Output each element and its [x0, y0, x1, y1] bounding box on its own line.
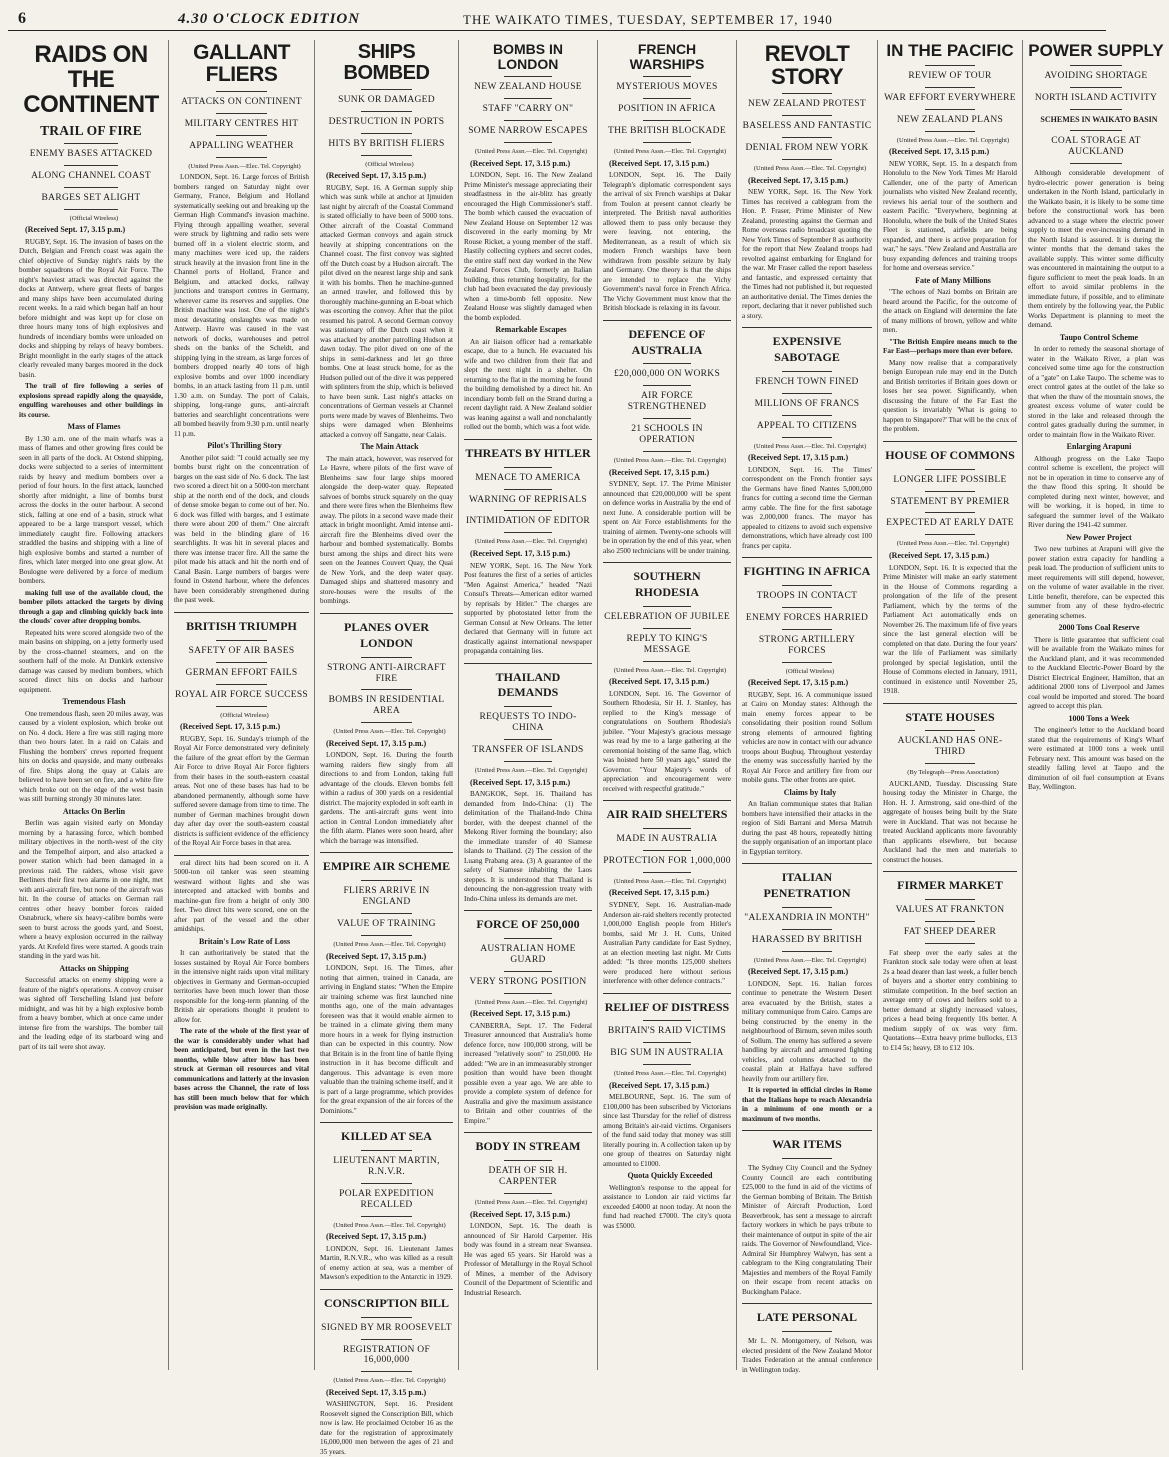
deck: DESTRUCTION IN PORTS [328, 116, 445, 127]
deck: SIGNED BY MR ROOSEVELT [321, 1322, 452, 1333]
source-line: (United Press Assn.—Elec. Tel. Copyright) [753, 164, 867, 172]
column-3 [315, 40, 459, 1456]
deck: THE BRITISH BLOCKADE [608, 126, 726, 137]
deck: TROOPS IN CONTACT [756, 590, 858, 601]
deck: GERMAN EFFORT FAILS [185, 667, 298, 678]
deck: "ALEXANDRIA IN MONTH" [744, 912, 870, 923]
paragraph: eral direct hits had been scored on it. A 5000-ton oil tanker was seen steaming westward without lights and she was intercepted and attacked with bombs and machine-gun fire from a height of only 300 feet. Two direct hits were scored, one on the after part of the vessel and the other amidships. [174, 858, 309, 934]
deck: ROYAL AIR FORCE SUCCESS [175, 689, 308, 700]
deck: DEATH OF SIR H. CARPENTER [488, 1166, 568, 1188]
deck: REQUESTS TO INDO-CHINA [479, 712, 577, 734]
headline: STATE HOUSES [905, 709, 995, 724]
source-line: (United Press Assn.—Elec. Tel. Copyright) [474, 148, 588, 156]
source-line: (United Press Assn.—Elec. Tel. Copyright) [753, 442, 867, 450]
paragraph: Although progress on the Lake Taupo control scheme is excellent, the project will not be in operation in time to conserve any of the thaw flood this spring. It should be completed during next winter, however, and will be working, it is hoped, in time to safeguard the summer level of the Waikato River during the 1941-42 summer. [1028, 454, 1164, 530]
source-line: (United Press Assn.—Elec. Tel. Copyright) [613, 1070, 727, 1078]
headline: SHIPS BOMBED [343, 41, 430, 84]
deck: STATEMENT BY PREMIER [890, 496, 1010, 507]
source-line: (United Press Assn.—Elec. Tel. Copyright) [613, 877, 727, 885]
deck: STAFF "CARRY ON" [482, 104, 574, 115]
deck: TRAIL OF FIRE [40, 122, 142, 138]
deck: AUCKLAND HAS ONE-THIRD [897, 736, 1003, 758]
received-line: (Received Sept. 17, 3.15 p.m.) [609, 888, 710, 898]
headline: DEFENCE OF AUSTRALIA [628, 326, 706, 357]
source-line: (United Press Assn.—Elec. Tel. Copyright) [333, 1221, 446, 1229]
received-line: (Received Sept. 17, 3.15 p.m.) [748, 453, 849, 463]
subhead: Mass of Flames [67, 422, 121, 432]
headline: POWER SUPPLY [1028, 41, 1164, 60]
headline: THREATS BY HITLER [465, 445, 591, 460]
columns [14, 40, 1164, 1456]
deck: CELEBRATION OF JUBILEE [604, 611, 730, 622]
paragraph: LONDON, Sept. 16. The Times' correspondent on the French frontier says the Germans have fined Nantes 5,000,000 francs for cutting a second time the German army cable. The fine for the first sabotage was 2,000,000 francs. The mayor has appealed to citizens to avoid such expensive demonstrations, which have already cost 100 francs per capita. [742, 465, 872, 550]
deck: MILITARY CENTRES HIT [184, 119, 299, 130]
deck: TRANSFER OF ISLANDS [472, 745, 584, 756]
source-line: (By Telegraph—Press Association) [907, 769, 999, 777]
paragraph: An Italian communique states that Italian bombers have intensified their attacks in the region of Sidi Barrani and Mersa Matruh during the past 48 hours, repeatedly hitting the supply organisation of an important place in Egyptian territory. [742, 800, 873, 856]
paragraph: There is little guarantee that sufficient coal will be available from the Waikato mines for the Auckland plant, and it was recommended to the Auckland Electric-Power Board by the District Electrical Engineer, Hamilton, that an additional 2000 tons of Liverpool and James coal would be imported and stored. The board agreed to accept this plan. [1028, 635, 1164, 711]
deck: VERY STRONG POSITION [469, 976, 587, 987]
subhead: Taupo Control Scheme [1059, 332, 1139, 342]
deck: LIEUTENANT MARTIN, R.N.V.R. [333, 1155, 440, 1177]
deck: MADE IN AUSTRALIA [616, 834, 718, 845]
received-line: (Received Sept. 17, 3.15 p.m.) [326, 951, 427, 961]
headline: BODY IN STREAM [475, 1139, 581, 1154]
source-line: (United Press Assn.—Elec. Tel. Copyright) [613, 457, 727, 465]
received-line: (Received Sept. 17, 3.15 p.m.) [748, 967, 849, 977]
headline: SOUTHERN RHODESIA [633, 569, 701, 599]
headline: FRENCH WARSHIPS [629, 41, 705, 72]
deck: SUNK OR DAMAGED [338, 95, 435, 105]
deck: POLAR EXPEDITION RECALLED [339, 1188, 434, 1210]
subhead: Remarkable Escapes [495, 325, 567, 335]
received-line: (Received Sept. 17, 3.15 p.m.) [470, 158, 571, 168]
deck: STRONG ARTILLERY FORCES [758, 634, 856, 656]
headline: REVOLT STORY [764, 41, 850, 90]
deck: AVOIDING SHORTAGE [1044, 70, 1148, 81]
received-line: (Received Sept. 17, 3.15 p.m.) [326, 171, 427, 181]
source-line: (United Press Assn.—Elec. Tel. Copyright) [188, 162, 301, 170]
deck: HITS BY BRITISH FLIERS [328, 138, 445, 149]
deck: BRITAIN'S RAID VICTIMS [607, 1026, 727, 1037]
paragraph: Fat sheep over the early sales at the Frankton stock sale today were often at least 2s a head dearer than last week, a fuller bench of buyers and a shorter entry combining to stimulate competition. In the beef section an average entry of cows and heifers sold to a better demand at slightly increased values, prices a head being frequently 10s better. A medium supply of ox was very firm. Quotations—Extra heavy prime bullocks, £13 to £14 5s; heavy, £8 to £12 10s. [883, 948, 1017, 1052]
paragraph: NEW YORK, Sept. 16. The New York Times has received a cablegram from the Hon. P. Fraser, Prime Minister of New Zealand, protesting against the German and Rome overseas radio broadcast quoting the New York Times of September 8 as authority for the report that New Zealand troops had revolted against embarking for England for the war. Mr Fraser called the report baseless and fantastic, and expressed certainty that the Times had not published it, but requested an authoritative denial. The Times denies the report, declaring that it never published such a story. [742, 188, 872, 320]
deck: BASELESS AND FANTASTIC [742, 121, 872, 132]
deck: STRONG ANTI-AIRCRAFT FIRE [327, 662, 446, 684]
deck: REPLY TO KING'S MESSAGE [626, 633, 708, 655]
paragraph: AUCKLAND, Tuesday. Discussing State housing today the Minister in Charge, the Hon. H. J. Armstrong, said one-third of the aggregate of houses being built by the State were in Auckland. That was not because he treated Auckland applicants more favourably than applicants elsewhere, but because Auckland had the men and materials to construct the houses. [883, 779, 1017, 864]
deck: BIG SUM IN AUSTRALIA [610, 1048, 724, 1059]
source-line: (United Press Assn.—Elec. Tel. Copyright) [753, 956, 867, 964]
paragraph: RUGBY, Sept. 16. The invasion of bases on the Dutch, Belgian and French coast was again the chief objective of Sunday night's raids by the bomber squadrons of the Royal Air Force. The night's heaviest attack was directed against the docks at Antwerp, where great fleets of barges and many ships have been accumulated during recent weeks. In a raid which began half an hour before midnight and was kept up for close on three hours many tons of high explosives and hundreds of incendiary bombs were unloaded on docks and shipping by relays of heavy bombers. Bright moonlight in the early stages of the attack clearly revealed many barges moored in the dock basin. [19, 237, 163, 379]
paragraph: WASHINGTON, Sept. 16. President Roosevelt signed the Conscription Bill, which now is law. He proclaimed October 16 as the date for the registration of approximately 16,000,000 men between the ages of 21 and 35 years. [320, 1400, 453, 1456]
source-line: (United Press Assn.—Elec. Tel. Copyright) [333, 728, 446, 736]
deck: COAL STORAGE AT AUCKLAND [1051, 136, 1141, 158]
paragraph: LONDON, Sept. 16. The death is announced of Sir Harold Carpenter. His body was found in a stream near Swansea. He was aged 65 years. Sir Harold was a Professor of Metallurgy in the Royal School of Mines, a member of the Advisory Council of the Department of Scientific and Industrial Research. [464, 1222, 592, 1297]
paragraph: SYDNEY, Sept. 17. The Prime Minister announced that £20,000,000 will be spent on defence works in Australia by the end of next June. A considerable portion will be spent on Air Force establishments for the training of airmen. Twenty-one schools will be in operation by the end of this year, when also 2500 technicians will be under training. [603, 480, 731, 555]
column-5 [598, 40, 737, 1370]
deck: EXPECTED AT EARLY DATE [886, 518, 1014, 529]
paragraph: RUGBY, Sept. 16. A German supply ship which was sunk while at anchor at Ijmuiden last night by aircraft of the Coastal Command is stated officially to have been of 5000 tons. Other aircraft of the Coastal Command attacked German convoys and again struck heavily at shipping concentrations on the Channel coast. The first convoy was sighted off the Dutch coast by a Hudson aircraft. The pilot dived on the nearest large ship and sank it with his bombs. Then he machine-gunned an armed trawler, and followed this by thoroughly machine-gunning an E-boat which was escorting the convoy. After that the pilot resumed his patrol. A second German convoy was stationary off the Dutch coast when it was attacked by another patrolling Hudson at dawn today. The pilot dived on one of the ships in semi-darkness and let go three bombs. One at least struck home, for as the Hudson pulled out of the dive it was peppered with splinters from the ship, which is believed to have been sunk. Last night's attacks on concentrations of German vessels at Channel ports were made by waves of Blenheims. Two ships were damaged when Blenheims attacked a convoy off Sangatte, near Calais. [320, 183, 453, 439]
deck: LONGER LIFE POSSIBLE [893, 474, 1007, 485]
deck: BOMBS IN RESIDENTIAL AREA [328, 695, 445, 717]
subhead: Attacks On Berlin [62, 806, 126, 816]
deck: VALUES AT FRANKTON [895, 905, 1005, 916]
deck: WARNING OF REPRISALS [469, 494, 587, 505]
deck: ATTACKS ON CONTINENT [181, 97, 302, 108]
source-line: (United Press Assn.—Elec. Tel. Copyright) [474, 1198, 588, 1206]
paragraph: BANGKOK, Sept. 16. Thailand has demanded from Indo-China: (1) The delimitation of the Thailand-Indo China border, with the deepest channel of the Mekong River forming the boundary; also the immediate transfer of 40 Siamese islands to Thailand. (2) The cession of the Luang Prabang area. (3) A guarantee of the safety of Siamese inhabiting the Laos steppes. It is understood that Thailand is denouncing the non-aggression treaty with Indo-China unless its demands are met. [464, 790, 592, 903]
deck: ALONG CHANNEL COAST [31, 170, 151, 181]
deck: AUSTRALIAN HOME GUARD [480, 943, 576, 965]
received-line: (Received Sept. 17, 3.15 p.m.) [326, 738, 427, 748]
paragraph: LONDON, Sept. 16. The Times, after noting that airmen, trained in Canada, are arriving in England states: "When the Empire air training scheme was first launched nine months ago, one of the main advantages foreseen was that it would enable airmen to be trained in a climate giving them many more hours in a week for flying instruction than can be expected in this country. Now that Britain is in the front line of battle flying instruction in it has become difficult and dangerous. This advantage is even more valuable than the training scheme itself, and it is part of a large programme, which provides for the great expansion of the air forces of the Dominions." [320, 964, 453, 1115]
deck: BARGES SET ALIGHT [41, 192, 141, 203]
deck: ENEMY BASES ATTACKED [29, 148, 153, 159]
subhead: 2000 Tons Coal Reserve [1058, 623, 1140, 633]
source-line: (United Press Assn.—Elec. Tel. Copyright) [333, 941, 446, 948]
paragraph: Another pilot said: "I could actually see my bombs burst right on the concentration of barges on the east side of No. 6 dock. The last two scored a direct hit on a 5000-ton merchant ship at the north end of the dock, and clouds of dense smoke began to come out of her. No. 6 dock was filled with barges, and I estimate there were about 200 of them." One aircraft was held in the blinding glare of 16 searchlights. It was hit in several places and there was intense tracer fire. All the same the pilot made his attack and hit the north end of Canal Basin. Large numbers of barges were found in Ostend harbour, where the defences have been considerably strengthened during the past week. [174, 453, 309, 605]
deck: NEW ZEALAND PROTEST [748, 99, 866, 110]
deck: FLIERS ARRIVE IN ENGLAND [343, 886, 430, 908]
paragraph: LONDON, Sept. 16. During the fourth warning raiders flew singly from all directions to and from London, taking full advantage of the clouds. Eleven bombs fell within a radius of 300 yards on a residential district. The majority exploded in soft earth in gardens. The anti-aircraft guns went into action in Central London immediately after the fifth alarm. Planes were soon heard, after which the barrage was intensified. [320, 751, 453, 845]
paragraph: Although considerable development of hydro-electric power generation is being undertaken in the North Island, particularly in the Waikato basin, it is likely to be some time before the constructional work has been advanced to a stage where the electric power supply to meet the ever-increasing demand in the North Island is assured. It is during the winter months that the demand takes the available supply. This winter some difficulty was encountered in maintaining the output to a figure sufficient to meet the peak loads. In an effort to avoid similar problems in the immediate future, if possible, and to eliminate them entirely by the following year, the Public Works Department is planning to meet the demand. [1028, 169, 1164, 330]
headline: GALLANT FLIERS [193, 41, 290, 87]
source-line: (Official Wireless) [69, 214, 119, 222]
headline: EMPIRE AIR SCHEME [322, 859, 451, 874]
deck: HARASSED BY BRITISH [751, 934, 863, 945]
source-line: (Official Wireless) [220, 711, 269, 719]
headline: FORCE OF 250,000 [476, 917, 580, 932]
paragraph: CANBERRA, Sept. 17. The Federal Treasurer announced that Australia's home defence force, now 100,000 strong, will be increased "relatively soon" to 250,000. He added: "We are in an immeasurably stronger position than would have been thought possible even a year ago. We are able to provide a complete system of defence for Australia and give the maximum assistance to Britain and other countries of the Empire." [464, 1021, 592, 1125]
source-line: (United Press Assn.—Elec. Tel. Copyright) [474, 766, 588, 774]
received-line: (Received Sept. 17, 3.15 p.m.) [470, 1209, 571, 1219]
paragraph: LONDON, Sept. 16. The Governor of Southern Rhodesia, Sir H. J. Stanley, has replied to the King's message of congratulations on Southern Rhodesia's jubilee. "Your Majesty's gracious message was read by me to a large gathering at the ceremonial hoisting of the same flag, which was hoisted here 50 years ago," stated the Governor. "Your Majesty's words of appreciation and encouragement were received with respectful gratitude." [603, 689, 731, 793]
deck: DENIAL FROM NEW YORK [745, 143, 869, 154]
paragraph: The main attack, however, was reserved for Le Havre, where pilots of the first wave of Blenheims saw four large ships moored alongside the deep-water quay. Repeated salvoes of bombs struck squarely on the quay and there were fires when the Blenheims flew away. The pilots in a second wave made their attack in bright moonlight. Amid intense anti-aircraft fire the Blenheims dived over the harbour and bombed systematically. Bombs burst among the ships and direct hits were seen on the Jeannes Couvert Quay, the Quai de New York, and the deep water quay. Damaged ships and shattered masonry and store-houses were the results of the bombings. [320, 454, 453, 606]
subhead: Tremendous Flash [62, 697, 126, 707]
subhead: Fate of Many Millions [915, 275, 991, 285]
received-line: (Received Sept. 17, 3.15 p.m.) [748, 175, 849, 185]
column-4 [459, 40, 598, 1370]
column-7 [878, 40, 1023, 1370]
paragraph: It can authoritatively be stated that the losses sustained by Royal Air Force bombers in the intensive night raids upon vital military objectives in Germany and German-occupied territories have been much lower than those responsible for the long-term planning of the British air operations thought it prudent to allow for. [174, 949, 309, 1024]
paragraph: It is reported in official circles in Rome that the Italians hope to reach Alexandria in a minimum of one month or a maximum of two months. [742, 1086, 872, 1123]
paragraph: "The echoes of Nazi bombs on Britain are heard around the Pacific, for the outcome of the attack on England will determine the fate of many millions of brown, yellow and white men. [883, 288, 1017, 335]
received-line: (Received Sept. 17, 3.15 p.m.) [748, 678, 849, 688]
subhead: 1000 Tons a Week [1068, 713, 1130, 723]
source-line: (United Press Assn.—Elec. Tel. Copyright) [896, 136, 1010, 144]
paragraph: An air liaison officer had a remarkable escape, due to a hunch. He evacuated his wife and two children from their flat and slept the next night in a shelter. On returning to the flat in the morning he found the building demolished by a direct hit. An incendiary bomb fell on the Strand during a recent daylight raid. A New Zealand soldier was leaning against a wall and nonchalantly rolled out the bomb, which was a foot wide. [464, 337, 592, 432]
source-line: (United Press Assn.—Elec. Tel. Copyright) [474, 998, 588, 1006]
source-line: (United Press Assn.—Elec. Tel. Copyright) [333, 1377, 446, 1385]
deck: POSITION IN AFRICA [618, 104, 716, 115]
paragraph: Berlin was again visited early on Monday morning by a harassing force, which bombed military objectives in the north-west of the city and the Tempelhof airport, and also attacked a power station which had been damaged in a previous raid. The raiders, whose visit gave Berliners their first two alarms in one night, met with anti-aircraft fire, but none of the aircraft was hit. In the course of attacks on German rail centres other heavy bomber forces raided Osnabruck, where six heavy-calibre bombs were seen to burst across the goods yard, and Soest, where a heavy explosion occurred in the railway yards. At Krefeld fires were started. A goods train standing in the yard was hit. [19, 819, 163, 961]
source-line: (United Press Assn.—Elec. Tel. Copyright) [474, 538, 588, 546]
headline: AIR RAID SHELTERS [606, 807, 728, 822]
paragraph: LONDON, Sept. 16. It is expected that the Prime Minister will make an early statement in the House of Commons regarding a prolongation of the life of the present Parliament, which by the terms of the Parliament Act automatically ends on November 26. The maximum life of five years since the last general election will be completed on that date. During the four years' war the life of Parliament was similarly prolonged by special legislation, until the House of Commons elected in January, 1911, continued in existence until November 25, 1918. [883, 563, 1017, 695]
paragraph: MELBOURNE, Sept. 16. The sum of £100,000 has been subscribed by Victorians since last Thursday for the relief of distress among Britain's air-raid victims. Organisers of the fund said today that money was still literally pouring in. A collection taken up by one group of theatres on Saturday night amounted to £1000. [603, 1093, 731, 1168]
source-line: (Official Wireless) [785, 667, 835, 675]
deck: NEW ZEALAND PLANS [896, 114, 1004, 125]
headline: LATE PERSONAL [756, 1310, 858, 1325]
paragraph: LONDON, Sept. 16. Italian forces continue to penetrate the Western Desert area evacuated by the British, states a military communique from Cairo. Camps are being constructed by the enemy in the neighbourhood of Birnum, seven miles south of Sollum. The enemy has suffered a severe handling by aircraft and armoured fighting vehicles, and columns detached to the coastal plain at Halfaya have suffered heavily from our artillery fire. [742, 979, 872, 1083]
paragraph: Many now realise that a comparatively benign European rule may end in the Dutch and British territories if Britain goes down or loses her sea power. Significantly, when discussing the future of the Far East the question is invariably 'What is going to happen to Singapore?' That will be the crux of the problem. [883, 358, 1017, 434]
deck: NEW ZEALAND HOUSE [474, 82, 582, 93]
deck: FRENCH TOWN FINED [755, 376, 859, 387]
subhead: Pilot's Thrilling Story [207, 441, 282, 451]
received-line: (Received Sept. 17, 3.15 p.m.) [470, 777, 571, 787]
paragraph: Successful attacks on enemy shipping were a feature of the night's operations. A convoy cruiser was sighted off Terschelling Island just before midnight, and was hit by a high explosive bomb from a heavy bomber, which at once came under intense fire from the warships. The bomber tail and the leading edge of its starboard wing and part of its tail were shot away. [19, 976, 163, 1051]
paragraph: Wellington's response to the appeal for assistance to London air raid victims far exceeded £4000 at noon today. At noon the fund had reached £7000. The city's quota was £5000. [603, 1183, 731, 1230]
paragraph: making full use of the available cloud, the bomber pilots attacked the targets by diving through a gap and climbing quickly back into the clouds' cover after dropping bombs. [19, 588, 163, 626]
headline: RELIEF OF DISTRESS [604, 999, 730, 1014]
headline: WAR ITEMS [772, 1137, 842, 1152]
dateline: THE WAIKATO TIMES, TUESDAY, SEPTEMBER 17, 1940 [463, 12, 833, 27]
headline: CONSCRIPTION BILL [323, 1295, 450, 1310]
deck: SOME NARROW ESCAPES [468, 126, 588, 137]
received-line: (Received Sept. 17, 3.15 p.m.) [889, 147, 990, 157]
deck: ENEMY FORCES HARRIED [745, 612, 869, 623]
paragraph: LONDON, Sept. 16. Lieutenant James Martin, R.N.V.R., who was killed as a result of enemy action at sea, was a member of Mawson's expedition to the Antarctic in 1929. [320, 1244, 453, 1282]
column-8 [1023, 40, 1169, 1370]
subhead: Attacks on Shipping [59, 963, 129, 973]
paragraph: RUGBY, Sept. 16. Sunday's triumph of the Royal Air Force demonstrated very definitely the failure of the great effort by the German Air Force to drive Royal Air Force fighters from their bases in the south-eastern coastal areas. Not one of these bases has had to be abandoned permanently, although some have suffered severe damage from time to time. The number of German machines brought down day after day over the south-eastern coastal districts is sufficient evidence of the efficiency of the Royal Air Force bases in that area. [174, 734, 309, 848]
paragraph: Two new turbines at Arapuni will give the power station extra capacity for handling a peak load. The production of sufficient units to meet requirements will still depend, however, on the volume of water available in the river. Little benefit, therefore, can be expected this summer from any of these hydro-electric generating schemes. [1028, 545, 1164, 620]
paragraph: By 1.30 a.m. one of the main wharfs was a mass of flames and other growing fires could be seen in all parts of the dock. At Ostend shipping, docks were subjected to a series of intermittent raids by heavy and medium bombers over a period of four hours. In the first attack, launched shortly after midnight, a line of bombs burst across the docks in the outer harbour. A second stick, falling at one end of a basin, struck what appeared to be a large transport vessel, which immediately caught fire. Following attackers straddled the basins and shipping with a line of high explosive bombs and started a number of fires, which later merged into one great glow. At Boulogne were delivered by a force of medium bombers. [19, 434, 163, 586]
paragraph: The trail of fire following a series of explosions spread rapidly along the quayside, engulfing warehouses and other buildings in its course. [19, 382, 163, 419]
received-line: (Received Sept. 17, 3.15 p.m.) [326, 1232, 427, 1242]
source-line: (United Press Assn.—Elec. Tel. Copyright) [613, 666, 727, 674]
deck: 21 SCHOOLS IN OPERATION [631, 424, 703, 446]
headline: RAIDS ON THE CONTINENT [23, 41, 159, 119]
subhead: SCHEMES IN WAIKATO BASIN [1040, 114, 1158, 124]
headline: KILLED AT SEA [341, 1129, 432, 1144]
paragraph: LONDON, Sept. 16. Large forces of British bombers ranged on Saturday night over Germany, France, Belgium and Holland systematically seeking out and breaking up the German High Command's invasion machine. Flying through appalling weather, several were struck by lightning and radio sets were burned off in a violent electric storm, and many machines were iced up, the raiders struck heavily at the invasion front line in the Channel ports of Holland, France and Belgium, and attacked docks, railway junctions and transport centres in Germany, wherever came its reserves and supplies. One British machine was lost. One of the night's most devastating onslaughts was made on Antwerp. Havre was caused in the vast network of docks, warehouses and petrol sheds on the banks of the Scheldt, and shipping lying in the stream, as large forces of bombers dropped nearly 40 tons of high explosive bombs and over 1000 incendiary bombs, in an attack lasting from 11 p.m. until 1.30 a.m. on Sunday. The port of Calais, shipping, long-range guns, anti-aircraft batteries and searchlight concentrations were all bombed heavily from 9.30 p.m. until nearly 11 p.m. [174, 173, 309, 438]
received-line: (Received Sept. 17, 3.15 p.m.) [889, 550, 990, 560]
column-6 [737, 40, 878, 1374]
subhead: Claims by Italy [783, 787, 837, 797]
page-number: 6 [18, 10, 26, 27]
source-line: (United Press Assn.—Elec. Tel. Copyright) [896, 540, 1010, 548]
received-line: (Received Sept. 17, 3.15 p.m.) [470, 1009, 571, 1019]
headline: BRITISH TRIUMPH [186, 618, 297, 633]
headline: THAILAND DEMANDS [495, 669, 561, 700]
paragraph: SYDNEY, Sept. 16. Australian-made Anderson air-raid shelters recently protected 1,000,000 English people from Hitler's bombs, said Mr J. H. Cutts, United Australian Party candidate for East Sydney, at an election meeting last night. Mr Cutts added: "Is three months 125,000 shelters were produced here without serious interference with other defence contracts." [603, 901, 731, 985]
headline: FIGHTING IN AFRICA [743, 564, 871, 579]
received-line: (Received Sept. 17, 3.15 p.m.) [180, 722, 281, 732]
headline: PLANES OVER LONDON [343, 619, 429, 650]
edition-label: 4.30 O'CLOCK EDITION [178, 11, 361, 27]
column-1 [14, 40, 169, 1370]
deck: APPEAL TO CITIZENS [756, 420, 858, 431]
paragraph: LONDON, Sept. 16. The Daily Telegraph's diplomatic correspondent says the arrival of six French warships at Dakar from Toulon at present cannot clearly be interpreted. The British naval authorities allowed them to pass only because they were leaving, not entering, the Mediterranean, as a result of which six modern French warships have been withdrawn from possible seizure by Italy and Germany. One theory is that the ships are intended to replace the Vichy Government's naval force in French Africa. The Vichy Government must know that the British blockade is relaxing in its favour. [603, 171, 731, 313]
masthead [8, 8, 1106, 31]
deck: SAFETY OF AIR BASES [188, 645, 295, 656]
deck: AIR FORCE STRENGTHENED [627, 391, 707, 413]
received-line: (Received Sept. 17, 3.15 p.m.) [609, 1080, 710, 1090]
received-line: (Received Sept. 17, 3.15 p.m.) [609, 677, 710, 687]
subhead: Quota Quickly Exceeded [627, 1171, 713, 1181]
headline: ITALIAN PENETRATION [763, 870, 851, 901]
subhead: Britain's Low Rate of Loss [198, 936, 291, 946]
received-line: (Received Sept. 17, 3.15 p.m.) [25, 225, 126, 235]
paragraph: Repeated hits were scored alongside two of the main basins on shipping, on a jetty formerly used by the cross-channel steamers, and on the southern half of the mole. At Dunkirk extensive damage was caused by medium bombers, which scored direct hits on docks and harbour equipment. [19, 628, 163, 694]
source-line: (Official Wireless) [365, 160, 414, 168]
paragraph: One tremendous flash, seen 20 miles away, was caused by a violent explosion, which broke out on No. 4 dock. Here a fire was still raging more than two hours later. In a raid on Calais and Flushing the bombers' crews reported frequent hits on docks and quayside, and many outbreaks of fire. Ships along the quay at Calais are believed to have been set on fire, and a white fire which broke out on the edge of the west basin was still burning strongly 30 minutes later. [19, 709, 163, 804]
deck: VALUE OF TRAINING [337, 919, 436, 930]
headline: FIRMER MARKET [897, 878, 1003, 893]
paragraph: In order to remedy the seasonal shortage of water in the Waikato River, a plan was conceived some time ago for the construction of a "gate" on Lake Taupo. The scheme was to erect control gates at the outlet of the lake so that when the thaw of the mountain snows, the greatest excess volume of water could be stored in the lake and released through the control gates gradually during the summer, in order to maintain flow in the Waikato River. [1028, 345, 1164, 439]
deck: WAR EFFORT EVERYWHERE [884, 92, 1016, 103]
deck: MENACE TO AMERICA [475, 472, 581, 483]
deck: £20,000,000 ON WORKS [613, 369, 721, 380]
deck: MILLIONS OF FRANCS [754, 398, 860, 409]
paragraph: NEW YORK, Sept. 15. In a despatch from Honolulu to the New York Times Mr Harold Callender, one of the party of American journalists who visited New Zealand recently, reviews his aerial tour of the southern and eastern Pacific. "Everywhere, beginning at Honolulu, where the bulk of the United States Fleet is stationed, airfields are being expanded, and there is active preparation for war," he says. "New Zealand and Australia are busy expanding defences and training troops for home and overseas service." [883, 159, 1017, 273]
paragraph: LONDON, Sept. 16. The New Zealand Prime Minister's message appreciating their steadfastness in the air-blitz has greatly encouraged the High Commissioner's staff. The bomb which caused the evacuation of New Zealand House on September 12 was discovered in the early morning by Mr Rouse Ricket, a young member of the staff. Hastily collecting cyphers and secret codes, the entire staff next day worked in the New Zealand Forces Club, formerly an Italian building, thus returning hospitality, for the club had been evacuated the day previously when a time-bomb fell opposite. New Zealand House was slightly damaged when the bomb exploded. [464, 171, 592, 322]
deck: INTIMIDATION OF EDITOR [465, 516, 591, 527]
headline: IN THE PACIFIC [886, 41, 1014, 60]
deck: FAT SHEEP DEARER [903, 927, 997, 937]
source-line: (United Press Assn.—Elec. Tel. Copyright) [613, 148, 727, 156]
received-line: (Received Sept. 17, 3.15 p.m.) [326, 1387, 427, 1397]
deck: APPALLING WEATHER [189, 140, 294, 151]
paragraph: NEW YORK, Sept. 16. The New York Post features the first of a series of articles "Men Against America," headed "Nazi Consul's Threats—American editor warned by reprisals by Hitler." The charges are supported by photostated letter from the German Consul at New Orleans. The letter declared that Germany will in future act drastically against international newspaper propaganda containing lies. [464, 561, 592, 656]
deck: MYSTERIOUS MOVES [616, 82, 718, 93]
received-line: (Received Sept. 17, 3.15 p.m.) [470, 548, 571, 558]
deck: REGISTRATION OF 16,000,000 [342, 1344, 431, 1366]
paragraph: The Sydney City Council and the Sydney County Council are each contributing £25,000 to the fund in aid of the victims of the German bombing of Britain. The British Minister of Aircraft Production, Lord Beaverbrook, has sent a message to aircraft factory workers in which he pays tribute to their maintenance of output in spite of the air raids. The Governor of Newfoundland, Vice-Admiral Sir Humphrey Walwyn, has sent a cablegram to the King congratulating Their Majesties and members of the Royal Family on their escape from recent attacks on Buckingham Palace. [742, 1164, 872, 1296]
headline: HOUSE OF COMMONS [885, 447, 1015, 462]
paragraph: Mr L. N. Montgomery, of Nelson, was elected president of the New Zealand Motor Trades Federation at the annual conference in Wellington today. [742, 1337, 872, 1374]
subhead: Enlarging Arapuni [1066, 442, 1132, 452]
headline: BOMBS IN LONDON [493, 41, 563, 72]
deck: REVIEW OF TOUR [908, 70, 992, 81]
paragraph: RUGBY, Sept. 16. A communique issued at Cairo on Monday states: Although the main enemy forces appear to be consolidating their position round Sollum strong elements of armoured fighting vehicles are now in contact with our advance troops about Buqbuq. Throughout yesterday the enemy was successfully harried by the Royal Air Force and artillery fire from our mobile guns. The other fronts are quiet. [742, 690, 872, 785]
headline: EXPENSIVE SABOTAGE [772, 334, 842, 364]
paragraph: The rate of the whole of the first year of the war is considerably under what had been anticipated, but even in the last two months, while blow after blow has been struck at German oil resources and vital communications and latterly at the invasion bases across the Channel, the rate of loss has still been much below that for which provision was made originally. [174, 1027, 309, 1112]
deck: NORTH ISLAND ACTIVITY [1034, 92, 1158, 103]
paragraph: The engineer's letter to the Auckland board stated that the requirements of King's Wharf were estimated at 1000 tons a week until February next. This amount was based on the steadily falling level at Taupo and the diminution of oil fuel consumption at Evans Bay, Wellington. [1028, 726, 1164, 792]
received-line: (Received Sept. 17, 3.15 p.m.) [609, 467, 710, 477]
column-2 [169, 40, 315, 1370]
deck: PROTECTION FOR 1,000,000 [603, 855, 731, 866]
received-line: (Received Sept. 17, 3.15 p.m.) [609, 158, 710, 168]
subhead: The Main Attack [360, 442, 419, 452]
subhead: New Power Project [1066, 532, 1132, 542]
paragraph: "The British Empire means much to the Far East—perhaps more than ever before. [883, 337, 1017, 356]
